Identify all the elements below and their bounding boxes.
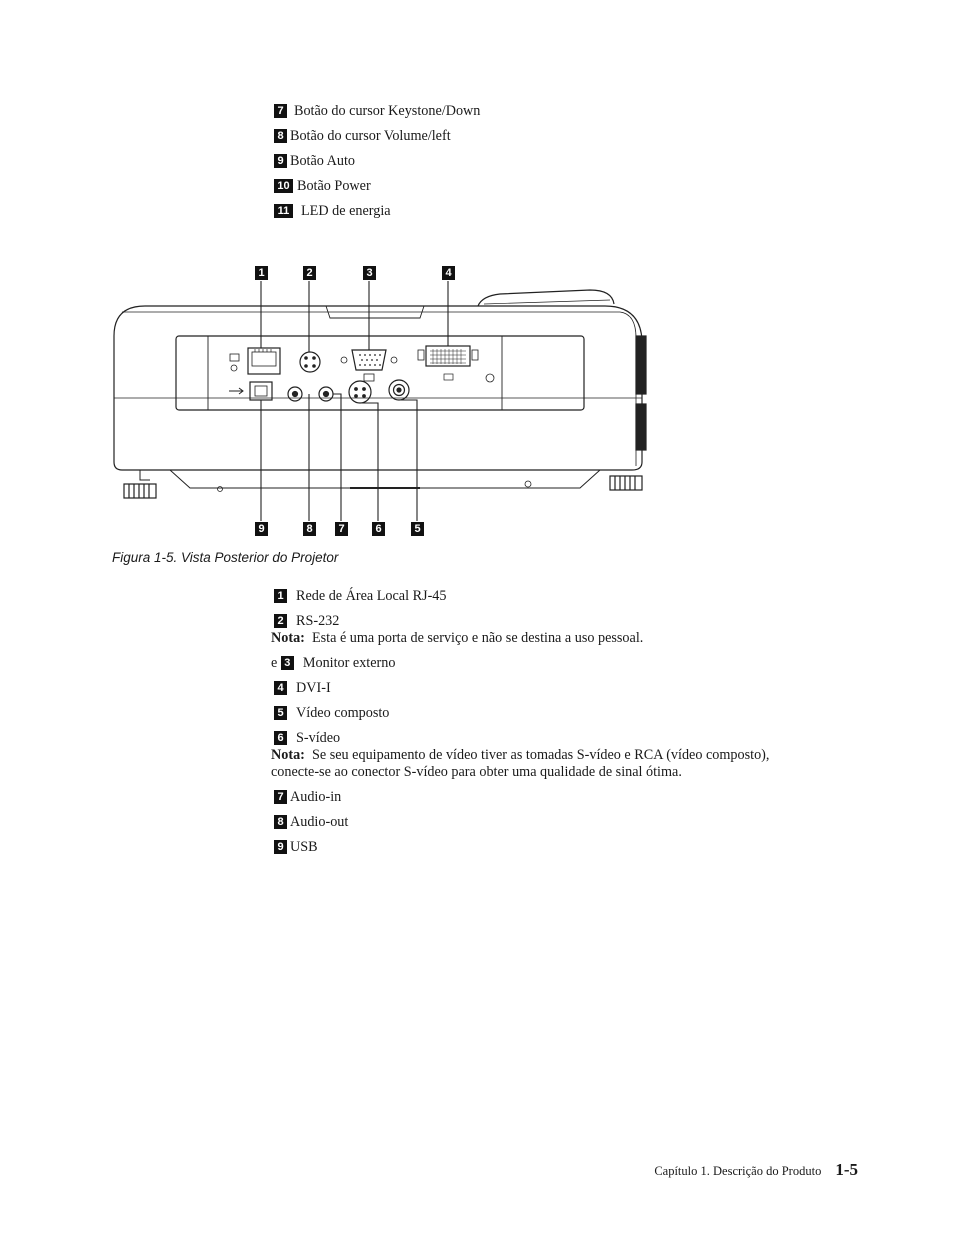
figure-callout: 4 [442,266,455,280]
callout-badge: 3 [281,656,294,670]
list-item-prefix: e [271,655,278,671]
rs232-port-shape [300,352,320,372]
list-item-label: Rede de Área Local RJ-45 [296,588,447,604]
callout-badge: 1 [274,589,287,603]
figure-caption: Figura 1-5. Vista Posterior do Projetor [112,550,339,565]
list-item-label: LED de energia [301,203,391,219]
list-item [274,705,389,722]
list-item-label: Botão Power [297,178,371,194]
list-item-label: Vídeo composto [296,705,390,721]
figure-callout: 5 [411,522,424,536]
callout-badge: 5 [274,706,287,720]
page-number: 1-5 [835,1160,858,1179]
figure-callout: 9 [255,522,268,536]
list-item [274,814,348,831]
rear-panel [176,336,584,410]
callout-badge: 7 [274,104,287,118]
callout-badge: 2 [274,614,287,628]
callout-badge: 10 [274,179,293,193]
vga-port-shape [352,350,386,370]
figure-callout: 3 [363,266,376,280]
callout-badge: 11 [274,204,293,218]
callout-badge: 6 [274,731,287,745]
side-vent [636,336,646,394]
figure-callout: 8 [303,522,316,536]
list-item [271,655,395,672]
side-vent [636,404,646,450]
list-item-label: Botão do cursor Volume/left [290,128,451,144]
chapter-title: Capítulo 1. Descrição do Produto [654,1164,822,1178]
figure-callout: 6 [372,522,385,536]
list-item [274,730,340,747]
figure-callout: 1 [255,266,268,280]
note-rs232 [271,630,643,647]
note-label: Nota: [271,747,305,763]
callout-badge: 9 [274,154,287,168]
network-icon [230,354,239,361]
list-item-label: Botão Auto [290,153,356,169]
list-item-label: RS-232 [296,613,340,629]
callout-badge: 8 [274,815,287,829]
list-item-label: Monitor externo [302,655,396,671]
figure-callout: 7 [335,522,348,536]
note-label: Nota: [271,630,305,646]
monitor-icon [364,374,374,381]
list-item-label: Audio-out [290,814,349,830]
list-item-label: USB [290,839,318,855]
list-item [274,680,331,697]
usb-icon [229,388,243,394]
list-item [274,789,341,806]
note-svideo-continued [271,764,682,781]
note-text: Se seu equipamento de vídeo tiver as tomadas S-vídeo e RCA (vídeo composto), [311,747,770,763]
note-text: conecte-se ao conector S-vídeo para obter uma qualidade de sinal ótima. [271,764,682,780]
usb-port-shape [250,382,272,400]
list-item [274,613,339,630]
list-item-label: Audio-in [290,789,342,805]
callout-badge: 7 [274,790,287,804]
connector-plate [208,336,502,410]
figure-callout: 2 [303,266,316,280]
list-item-label: Botão do cursor Keystone/Down [294,103,481,119]
list-item-label: S-vídeo [296,730,341,746]
callout-badge: 4 [274,681,287,695]
callout-badge: 9 [274,840,287,854]
note-text: Esta é uma porta de serviço e não se destina a uso pessoal. [311,630,644,646]
note-svideo [271,747,769,764]
s-video-port-shape [349,381,371,403]
list-item [274,588,447,605]
callout-badge: 8 [274,129,287,143]
page-footer [654,1160,858,1180]
list-item [274,839,318,856]
list-item-label: DVI-I [296,680,331,696]
